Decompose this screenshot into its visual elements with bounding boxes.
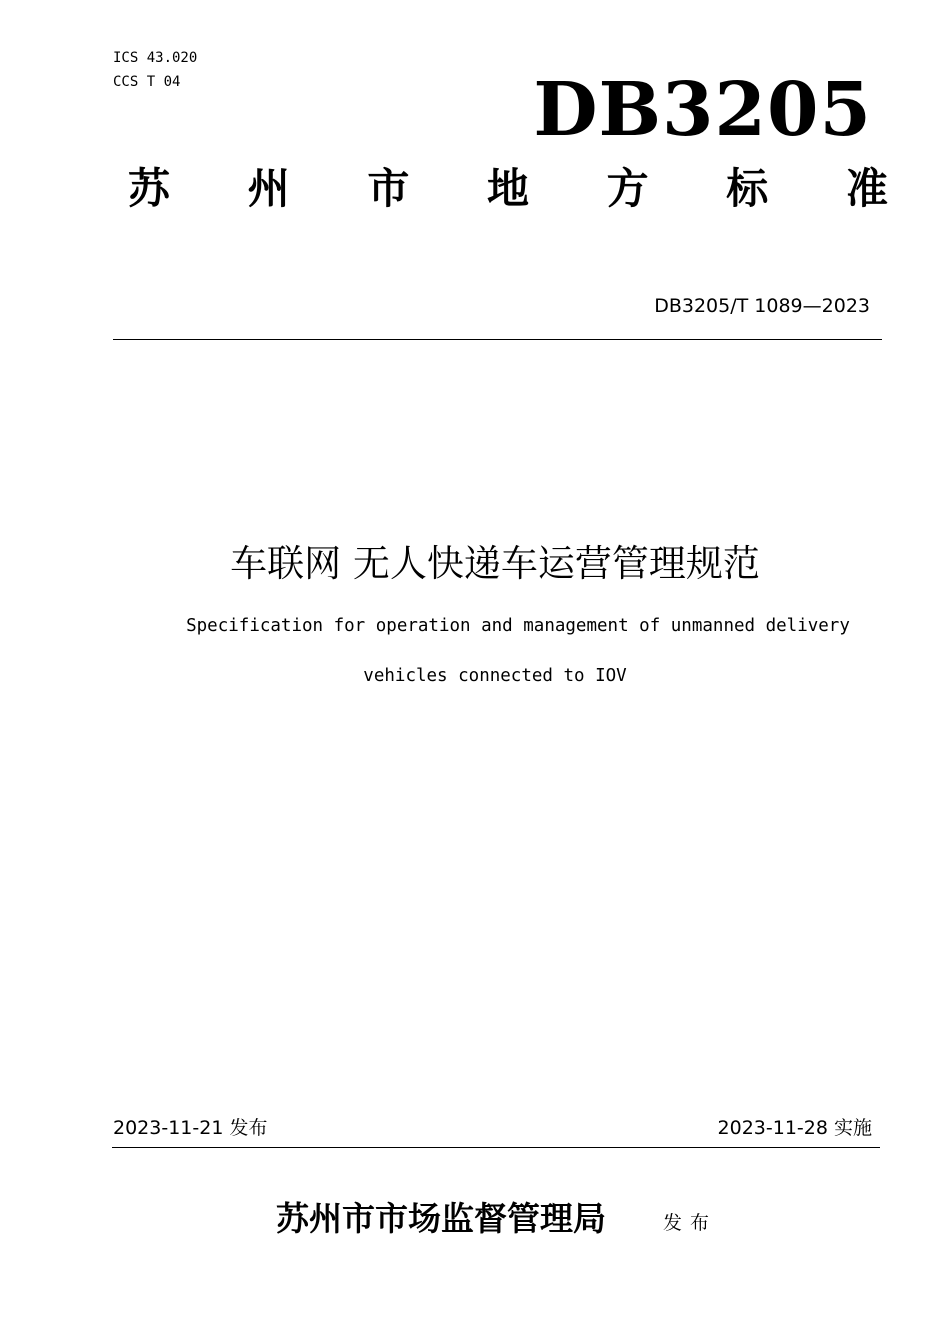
standard-type-char: 准 xyxy=(845,164,888,213)
title-chinese: 车联网 无人快递车运营管理规范 xyxy=(230,542,760,585)
standard-type-char: 州 xyxy=(247,164,290,213)
standard-number: DB3205/T 1089—2023 xyxy=(654,295,870,317)
standard-type-char: 方 xyxy=(606,164,649,213)
implement-date: 2023-11-28 实施 xyxy=(717,1117,872,1139)
standard-type-char: 市 xyxy=(367,164,410,213)
standard-type-char: 苏 xyxy=(128,164,171,213)
standard-code: DB3205 xyxy=(533,67,872,153)
standard-type-char: 标 xyxy=(726,164,769,213)
standard-type xyxy=(128,163,888,215)
issuing-authority: 苏州市市场监督管理局 xyxy=(276,1199,606,1238)
footer-divider xyxy=(112,1147,880,1148)
title-english-line2: vehicles connected to IOV xyxy=(363,666,627,686)
publish-date: 2023-11-21 发布 xyxy=(113,1117,268,1139)
header-divider xyxy=(113,339,882,340)
ccs-code: CCS T 04 xyxy=(113,74,181,90)
issued-label: 发布 xyxy=(663,1212,718,1234)
ics-code: ICS 43.020 xyxy=(113,50,198,66)
standard-type-char: 地 xyxy=(486,164,529,213)
title-english-line1: Specification for operation and management of unmanned delivery xyxy=(186,616,850,636)
